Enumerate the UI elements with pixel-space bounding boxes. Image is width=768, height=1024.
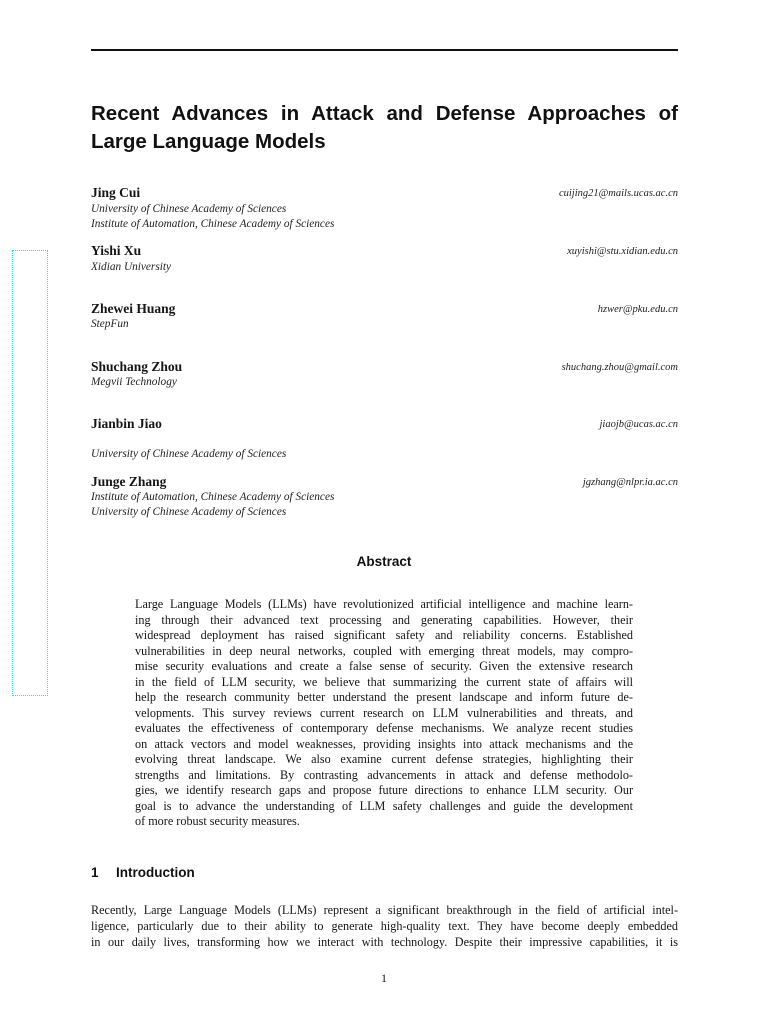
author-email[interactable]: cuijing21@mails.ucas.ac.cn xyxy=(558,188,678,199)
abstract-line: on attack vectors and model weaknesses, providing insights into attack mechanisms and the xyxy=(135,736,633,751)
author-name: Yishi Xu xyxy=(91,243,142,258)
author-affiliation: Megvii Technology xyxy=(91,376,177,388)
intro-line: ligence, particularly due to their ability to generate high-quality text. They have become deeply embedded xyxy=(91,919,678,933)
intro-body xyxy=(91,902,678,950)
abstract-line: mise security evaluations and create a false sense of security. Given the extensive research xyxy=(135,659,633,673)
author-affiliation: University of Chinese Academy of Sciences xyxy=(91,506,287,518)
author-email[interactable]: hzwer@pku.edu.cn xyxy=(597,304,678,315)
title-rule xyxy=(91,49,678,51)
author-affiliation: Institute of Automation, Chinese Academy of Sciences xyxy=(91,218,335,230)
arxiv-link-box[interactable] xyxy=(12,250,48,696)
author-block xyxy=(91,474,678,522)
abstract-line: gies, we identify research gaps and propose future directions to enhance LLM security. Our xyxy=(135,783,633,797)
title-line: Large Language Models xyxy=(91,130,326,153)
abstract-line: strengths and limitations. By contrasting advancements in attack and defense methodolo- xyxy=(135,767,633,782)
abstract-line: velopments. This survey reviews current research on LLM vulnerabilities and threats, and xyxy=(135,705,633,720)
intro-line: in our daily lives, transforming how we interact with technology. Despite their impressive capabilities, it is xyxy=(91,935,678,949)
abstract-line: ing through their advanced text processing and generating capabilities. However, their xyxy=(135,612,633,627)
page-number: 1 xyxy=(381,971,387,985)
author-name: Shuchang Zhou xyxy=(91,359,183,374)
author-email[interactable]: jgzhang@nlpr.ia.ac.cn xyxy=(582,477,678,488)
abstract-line: vulnerabilities in deep neural networks, coupled with emerging threat models, may compro- xyxy=(135,643,633,658)
abstract-line: goal is to advance the understanding of LLM safety challenges and guide the development xyxy=(135,798,633,813)
title-line: Recent Advances in Attack and Defense Approaches of xyxy=(91,102,678,125)
author-block xyxy=(91,301,678,349)
abstract-line: of more robust security measures. xyxy=(135,814,300,828)
author-email[interactable]: xuyishi@stu.xidian.edu.cn xyxy=(567,246,678,257)
section-title: Introduction xyxy=(116,865,195,880)
author-block xyxy=(91,416,678,464)
abstract-line: Large Language Models (LLMs) have revolutionized artificial intelligence and machine learn- xyxy=(135,597,633,611)
abstract-line: help the research community better understand the present landscape and inform future de- xyxy=(135,690,633,704)
author-name: Jianbin Jiao xyxy=(91,416,162,431)
intro-line: Recently, Large Language Models (LLMs) represent a significant breakthrough in the field of artificial intel- xyxy=(91,903,678,917)
author-block xyxy=(91,359,678,407)
author-email[interactable]: jiaojb@ucas.ac.cn xyxy=(599,419,678,430)
abstract-line: evaluates the effectiveness of contemporary defense mechanisms. We analyze recent studies xyxy=(135,721,633,735)
author-affiliation: University of Chinese Academy of Sciences xyxy=(91,203,287,215)
author-affiliation: University of Chinese Academy of Sciences xyxy=(91,448,287,460)
author-block xyxy=(91,185,678,233)
abstract-body xyxy=(135,597,633,830)
abstract-heading: Abstract xyxy=(356,554,412,569)
abstract-line: widespread deployment has raised significant safety and reliability concerns. Established xyxy=(135,628,633,642)
author-affiliation: Xidian University xyxy=(91,261,172,273)
section-number: 1 xyxy=(91,865,99,880)
abstract-line: evolving threat landscape. We also examine current defense strategies, highlighting their xyxy=(135,752,633,766)
abstract-line: in the field of LLM security, we believe that summarizing the current state of affairs will xyxy=(135,674,633,689)
author-block xyxy=(91,243,678,291)
author-email[interactable]: shuchang.zhou@gmail.com xyxy=(561,362,678,373)
author-name: Junge Zhang xyxy=(91,474,167,489)
author-name: Zhewei Huang xyxy=(91,301,176,316)
author-affiliation: Institute of Automation, Chinese Academy of Sciences xyxy=(91,491,335,503)
author-affiliation: StepFun xyxy=(91,318,129,330)
author-name: Jing Cui xyxy=(91,185,141,200)
